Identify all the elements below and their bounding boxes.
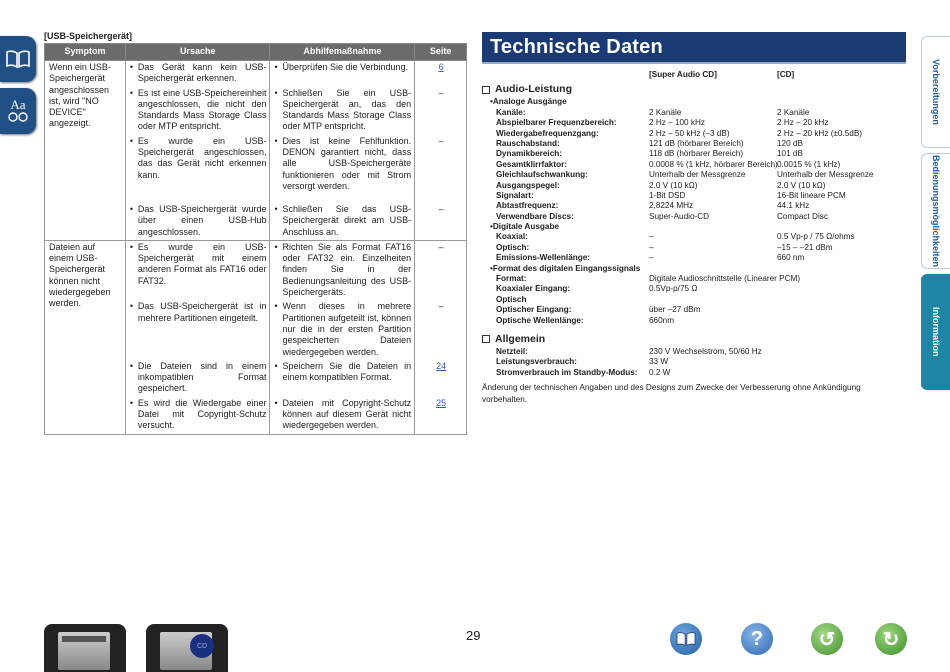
remedy-cell (270, 87, 415, 135)
page-cell (415, 203, 467, 240)
remedy-text: • Dies ist keine Fehlfunktion. DENON garantiert nicht, dass alle USB-Speichergeräte funktionieren oder mit Strom versorgt werden. (274, 136, 411, 192)
table-row (45, 240, 467, 300)
spec-value: 2 Hz – 50 kHz (–3 dB) (649, 128, 730, 138)
page-link[interactable]: 6 (438, 62, 444, 72)
tab-label: Bedienungsmöglichkeiten (931, 154, 941, 268)
header-remedy: Abhilfemaßnahme (270, 44, 415, 61)
page-cell (415, 360, 467, 397)
spec-label: Optischer Eingang: (496, 305, 572, 315)
page-dash: – (438, 87, 444, 98)
spec-row (482, 149, 912, 159)
spec-label: Gesamtklirrfaktor: (496, 159, 567, 169)
spec-value (649, 295, 777, 305)
cause-text: • Es wird die Wiedergabe einer Datei mit Copyright-Schutz versucht. (130, 398, 267, 432)
spec-value: 2 Kanäle (649, 107, 682, 117)
spec-value (777, 347, 907, 357)
digital-heading: • Digitale Ausgabe (490, 222, 559, 232)
header-symptom: Symptom (45, 44, 126, 61)
glossary-icon (8, 99, 28, 123)
page-cell (415, 61, 467, 87)
spec-value (777, 295, 907, 305)
spec-value: – (649, 253, 654, 263)
page-dash: – (438, 301, 444, 312)
spec-row (482, 295, 912, 305)
remedy-text: • Überprüfen Sie die Verbindung. (274, 62, 411, 73)
analog-rows (482, 108, 912, 222)
spec-value: 44.1 kHz (777, 201, 810, 211)
usb-section-title: [USB-Speichergerät] (44, 31, 133, 41)
audio-title: Audio-Leistung (495, 83, 572, 96)
spec-row (482, 191, 912, 201)
page-number: 29 (466, 628, 481, 643)
book-icon (5, 48, 31, 70)
glossary-tab[interactable] (0, 88, 36, 134)
cause-cell (125, 360, 270, 397)
page-cell (415, 135, 467, 203)
general-rows (482, 347, 912, 378)
spec-row (482, 232, 912, 242)
spec-value: Unterhalb der Messgrenze (777, 170, 874, 180)
glossary-label: Aa (10, 97, 26, 112)
spec-value: 2.0 V (10 kΩ) (777, 180, 826, 190)
spec-value: 0.5 Vp-p / 75 Ω/ohms (777, 232, 855, 242)
spec-value: 33 W (649, 357, 669, 367)
spec-value: 2 Kanäle (777, 107, 810, 117)
remedy-cell (270, 397, 415, 434)
spec-row (482, 201, 912, 211)
forward-icon: ↻ (882, 628, 900, 651)
tab-label: Information (931, 307, 941, 357)
spec-row (482, 316, 912, 326)
spec-label: Abtastfrequenz: (496, 201, 559, 211)
analog-heading: • Analoge Ausgänge (490, 97, 567, 107)
book-button[interactable] (670, 623, 702, 655)
spec-row (482, 108, 912, 118)
tab-vorbereitungen[interactable] (921, 36, 950, 148)
cause-text: • Es ist eine USB-Speichereinheit angeschlossen, die nicht den Standards Mass Storage Class oder MTP entspricht. (130, 88, 267, 133)
cause-text: • Das USB-Speichergerät ist in mehrere Partitionen eingeteilt. (130, 301, 267, 324)
cd-badge: CD (190, 634, 214, 658)
remedy-text: • Schließen Sie ein USB-Speichergerät an, das den Standards Mass Storage Class oder MTP entspricht. (274, 88, 411, 133)
title-underline (482, 62, 906, 64)
page-dash: – (438, 135, 444, 146)
page-dash: – (438, 203, 444, 214)
spec-label: Emissions-Wellenlänge: (496, 253, 591, 263)
spec-value (777, 357, 907, 367)
spec-row (482, 357, 912, 367)
cause-text: • Es wurde ein USB-Speichergerät mit einem anderen Format als FAT16 oder FAT32. (130, 242, 267, 287)
remedy-cell (270, 135, 415, 203)
spec-value: Digitale Audioschnittstelle (Linearer PCM) (649, 274, 801, 284)
spec-value: Super-Audio-CD (649, 211, 710, 221)
spec-row (482, 181, 912, 191)
analog-title: Analoge Ausgänge (492, 97, 567, 107)
cause-cell (125, 300, 270, 359)
spec-value (777, 316, 907, 326)
spec-row (482, 118, 912, 128)
cause-cell (125, 135, 270, 203)
spec-value: –15 – –21 dBm (777, 242, 833, 252)
help-icon: ? (750, 627, 764, 650)
book-icon (675, 630, 697, 648)
column-headers (482, 70, 912, 80)
remedy-text: • Speichern Sie die Dateien in einem kompatiblen Format. (274, 361, 411, 384)
spec-label: Dynamikbereich: (496, 149, 562, 159)
square-bullet-icon (482, 86, 490, 94)
spec-label: Koaxialer Eingang: (496, 284, 571, 294)
front-panel-thumbnail[interactable] (44, 624, 126, 672)
header-cause: Ursache (125, 44, 270, 61)
remedy-cell (270, 61, 415, 87)
spec-value: 230 V Wechselstrom, 50/60 Hz (649, 346, 762, 356)
spec-label: Leistungsverbrauch: (496, 357, 577, 367)
spec-label: Netzteil: (496, 346, 528, 356)
display-thumbnail[interactable] (146, 624, 228, 672)
spec-row (482, 347, 912, 357)
tab-label: Vorbereitungen (931, 59, 941, 125)
col-sacd: [Super Audio CD] (649, 70, 717, 79)
spec-value: 660 nm (777, 253, 805, 263)
spec-value: 660nm (649, 315, 675, 325)
page-link[interactable]: 24 (436, 360, 447, 371)
spec-value: 2.0 V (10 kΩ) (649, 180, 698, 190)
forward-button[interactable] (875, 623, 907, 655)
spec-label: Format: (496, 274, 527, 284)
spec-row (482, 368, 912, 378)
spec-value (777, 305, 907, 315)
input-heading: • Format des digitalen Eingangssignals (490, 263, 641, 273)
spec-value: 16-Bit lineare PCM (777, 190, 846, 200)
spec-value: 0.0008 % (1 kHz, hörbarer Bereich) (649, 159, 778, 169)
help-button[interactable] (741, 623, 773, 655)
spec-row (482, 160, 912, 170)
input-rows (482, 274, 912, 326)
spec-value: 120 dB (777, 138, 803, 148)
spec-value: 0.2 W (649, 367, 671, 377)
spec-value (777, 284, 907, 294)
spec-value: Compact Disc (777, 211, 828, 221)
spec-label: Kanäle: (496, 107, 526, 117)
page-cell (415, 397, 467, 434)
spec-value: 121 dB (hörbarer Bereich) (649, 138, 744, 148)
spec-value: – (649, 242, 654, 252)
page-dash: – (438, 241, 444, 252)
spec-value: 2,8224 MHz (649, 201, 694, 211)
page-title: Technische Daten (482, 32, 906, 62)
spec-label: Stromverbrauch im Standby-Modus: (496, 367, 638, 377)
cause-cell (125, 240, 270, 300)
remedy-cell (270, 203, 415, 240)
symptom-cell: Dateien auf einem USB-Speichergerät können nicht wiedergegeben werden. (45, 240, 126, 434)
spec-label: Optisch: (496, 242, 530, 252)
spec-value: 101 dB (777, 149, 803, 159)
spec-row (482, 284, 912, 294)
header-page: Seite (415, 44, 467, 61)
page-cell (415, 87, 467, 135)
spec-label: Wiedergabefrequenzgang: (496, 128, 599, 138)
spec-row (482, 139, 912, 149)
remedy-text: • Dateien mit Copyright-Schutz können auf diesem Gerät nicht wiedergegeben werden. (274, 398, 411, 432)
cause-cell (125, 203, 270, 240)
disc-tray (62, 636, 106, 642)
remedy-cell (270, 240, 415, 300)
spec-row (482, 274, 912, 284)
remedy-cell (270, 300, 415, 359)
digital-title: Digitale Ausgabe (492, 222, 559, 232)
spec-label: Ausgangspegel: (496, 180, 560, 190)
spec-row (482, 129, 912, 139)
spec-value (777, 274, 907, 284)
square-bullet-icon (482, 335, 490, 343)
remedy-cell (270, 360, 415, 397)
page-cell (415, 240, 467, 300)
cause-text: • Es wurde ein USB-Speichergerät angeschlossen, das das Gerät nicht erkennen kann. (130, 136, 267, 181)
spec-label: Optisch (496, 294, 527, 304)
cause-text: • Die Dateien sind in einem inkompatiblen Format gespeichert. (130, 361, 267, 395)
spec-label: Gleichlaufschwankung: (496, 170, 588, 180)
spec-value: 0.5Vp-p/75 Ω (649, 284, 698, 294)
disclaimer-note: Änderung der technischen Angaben und des Designs zum Zwecke der Verbesserung ohne Ankündigung vorbehalten. (482, 383, 861, 405)
cause-cell (125, 61, 270, 87)
spec-value: 1-Bit DSD (649, 190, 686, 200)
spec-label: Signalart: (496, 190, 534, 200)
audio-heading (482, 82, 912, 97)
remedy-text: • Wenn dieses in mehrere Partitionen aufgeteilt ist, können nur die in der ersten Partition gespeicherten Dateien wiedergegeben werden. (274, 301, 411, 357)
input-title: Format des digitalen Eingangssignals (492, 263, 641, 273)
col-cd: [CD] (777, 70, 795, 79)
remedy-text: • Richten Sie als Format FAT16 oder FAT32 ein. Einzelheiten finden Sie in der Bedienungsanleitung des USB-Speichergeräts. (274, 242, 411, 298)
general-title: Allgemein (495, 332, 546, 345)
troubleshooting-table (44, 43, 467, 435)
tab-information[interactable] (921, 274, 950, 390)
back-icon: ↺ (818, 628, 836, 651)
spec-label: Verwendbare Discs: (496, 211, 574, 221)
page-cell (415, 300, 467, 359)
cause-text: • Das Gerät kann kein USB-Speichergerät erkennen. (130, 62, 267, 85)
contents-tab[interactable] (0, 36, 36, 82)
digital-rows (482, 232, 912, 263)
spec-label: Rauschabstand: (496, 138, 560, 148)
symptom-cell: Wenn ein USB-Speichergerät angeschlossen ist, wird "NO DEVICE" angezeigt. (45, 61, 126, 241)
table-header-row (45, 44, 467, 61)
spec-value (777, 368, 907, 378)
spec-value: 2 Hz – 20 kHz (777, 118, 829, 128)
spec-value: über –27 dBm (649, 305, 701, 315)
cause-cell (125, 397, 270, 434)
spec-label: Optische Wellenlänge: (496, 315, 584, 325)
spec-value: 0.0015 % (1 kHz) (777, 159, 841, 169)
spec-row (482, 253, 912, 263)
tab-bedienungsmoeglichkeiten[interactable] (921, 153, 950, 269)
spec-row (482, 243, 912, 253)
technical-data (482, 70, 912, 406)
cause-cell (125, 87, 270, 135)
spec-value: 2 Hz – 20 kHz (±0.5dB) (777, 128, 863, 138)
spec-value: Unterhalb der Messgrenze (649, 170, 746, 180)
spec-value: 2 Hz – 100 kHz (649, 118, 705, 128)
general-heading (482, 332, 912, 347)
spec-label: Abspielbarer Frequenzbereich: (496, 118, 617, 128)
spec-value: – (649, 232, 654, 242)
table-row (45, 61, 467, 87)
back-button[interactable] (811, 623, 843, 655)
remedy-text: • Schließen Sie das USB-Speichergerät direkt am USB-Anschluss an. (274, 204, 411, 238)
spec-row (482, 212, 912, 222)
spec-value: 118 dB (hörbarer Bereich) (649, 149, 744, 159)
cause-text: • Das USB-Speichergerät wurde über einen USB-Hub angeschlossen. (130, 204, 267, 238)
page-link[interactable]: 25 (436, 397, 447, 408)
spec-label: Koaxial: (496, 232, 528, 242)
spec-row (482, 170, 912, 180)
spec-row (482, 305, 912, 315)
